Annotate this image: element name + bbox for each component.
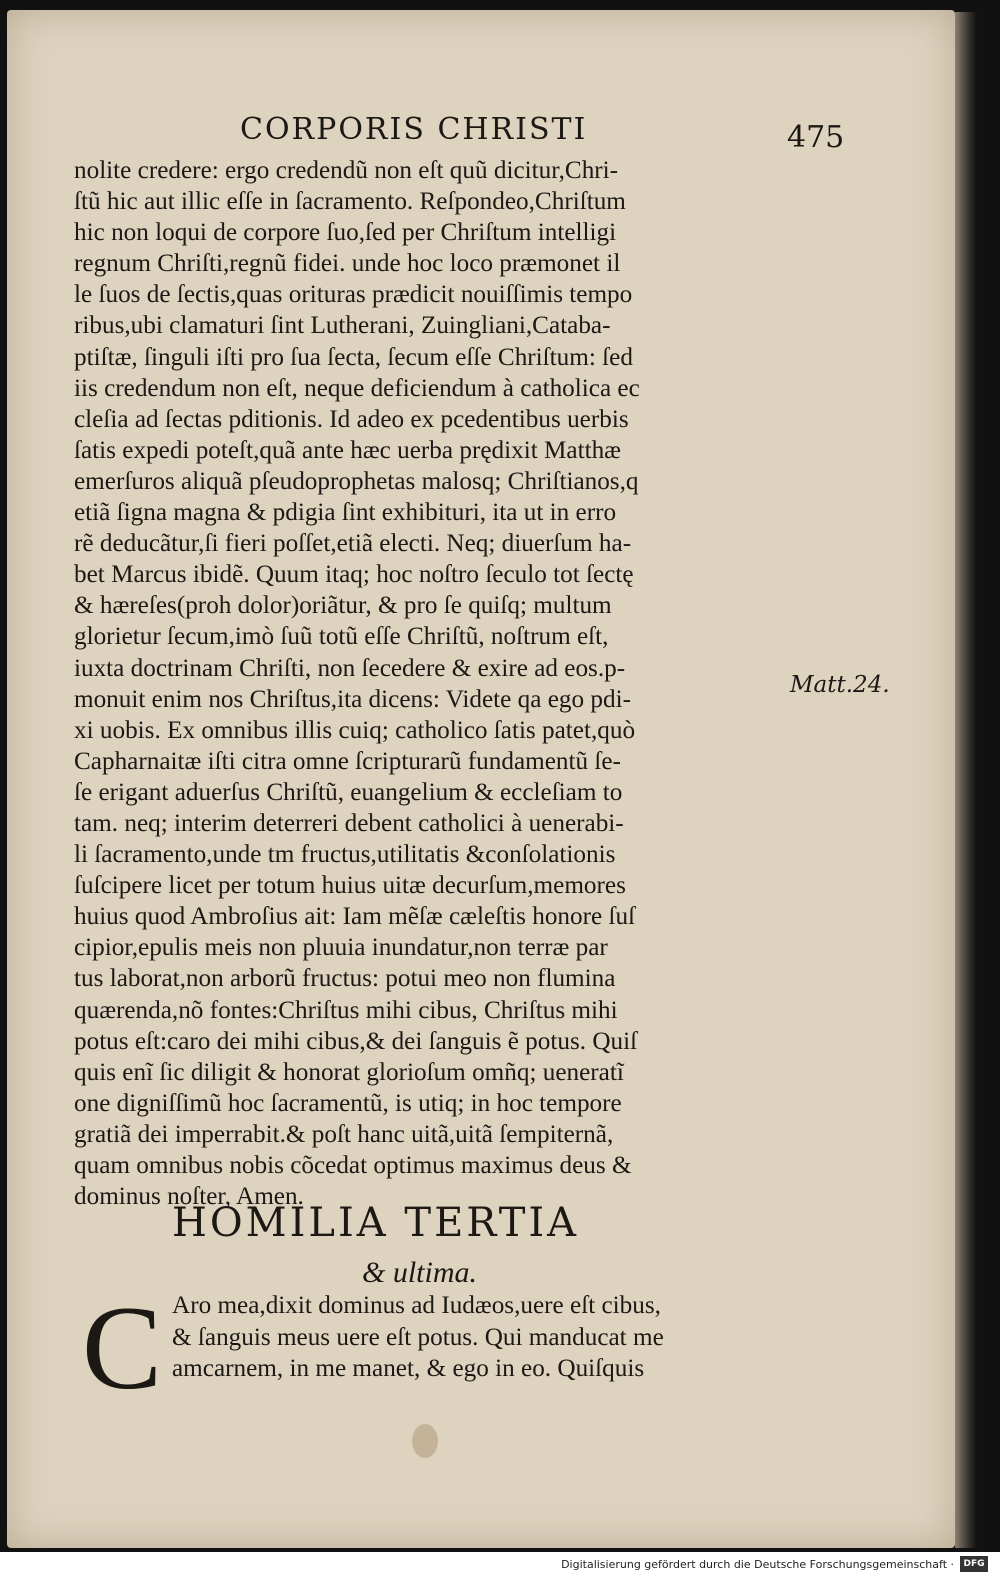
text-line: regnum Chriſti,regnũ fidei. unde hoc loco præmonet il: [74, 250, 621, 278]
running-head: CORPORIS CHRISTI: [240, 112, 588, 147]
text-line: etiã ſigna magna & pdigia ſint exhibituri, ita ut in erro: [74, 499, 617, 527]
text-line: potus eſt:caro dei mihi cibus,& dei ſanguis ẽ potus. Quiſ: [74, 1027, 638, 1055]
text-line: iis credendum non eſt, neque deficiendum à catholica ec: [74, 374, 640, 402]
text-line: ptiſtæ, ſinguli iſti pro ſua ſecta, ſecum eſſe Chriſtum: ſed: [74, 343, 633, 371]
text-line: cipior,epulis meis non pluuia inundatur,non terræ par: [74, 934, 608, 962]
text-line: huius quod Ambroſius ait: Iam mẽſæ cæleſtis honore ſuſ: [74, 903, 636, 931]
text-line: quis enĩ ſic diligit & honorat glorioſum omñq; ueneratĩ: [74, 1058, 624, 1086]
text-line: & ſanguis meus uere eſt potus. Qui manducat me: [172, 1323, 664, 1351]
page-number: 475: [787, 120, 845, 155]
text-line: ſuſcipere licet per totum huius uitæ decurſum,memores: [74, 872, 626, 900]
homily-subheading: & ultima.: [362, 1256, 478, 1289]
homily-heading: HOMILIA TERTIA: [172, 1200, 580, 1246]
text-line: bet Marcus ibidẽ. Quum itaq; hoc noſtro ſeculo tot ſectę: [74, 561, 634, 589]
text-line: ſtũ hic aut illic eſſe in ſacramento. Reſpondeo,Chriſtum: [74, 188, 626, 216]
text-line: hic non loqui de corpore ſuo,ſed per Chriſtum intelligi: [74, 219, 617, 247]
text-line: iuxta doctrinam Chriſti, non ſecedere & exire ad eos.p-: [74, 654, 626, 682]
text-line: amcarnem, in me manet, & ego in eo. Quiſquis: [172, 1355, 645, 1382]
funding-credit: Digitalisierung gefördert durch die Deutsche Forschungsgemeinschaft ·: [561, 1558, 954, 1571]
text-line: one digniſſimũ hoc ſacramentũ, is utiq; in hoc tempore: [74, 1089, 622, 1117]
text-line: emerſuros aliquã pſeudoprophetas malosq; Chriſtianos,q: [74, 467, 639, 495]
page-edge: [955, 12, 977, 1548]
text-line: Aro mea,dixit dominus ad Iudæos,uere eſt cibus,: [172, 1292, 661, 1319]
text-line: rẽ deducãtur,ſi fieri poſſet,etiã electi. Neq; diuerſum ha-: [74, 530, 632, 558]
text-line: nolite credere: ergo credendũ non eſt quũ dicitur,Chri-: [74, 157, 619, 184]
text-line: le ſuos de ſectis,quas orituras prædicit nouiſſimis tempo: [74, 281, 633, 309]
text-line: gratiã dei imperrabit.& poſt hanc uitã,uitã ſempiternã,: [74, 1120, 614, 1148]
text-line: & hæreſes(proh dolor)oriãtur, & pro ſe quiſq; multum: [74, 592, 612, 620]
text-line: cleſia ad ſectas pditionis. Id adeo ex pcedentibus uerbis: [74, 405, 629, 433]
dfg-logo: DFG: [960, 1556, 988, 1572]
margin-note: Matt.24.: [790, 672, 890, 698]
text-line: Capharnaitæ iſti citra omne ſcripturarũ fundamentũ ſe-: [74, 747, 621, 775]
text-line: ſe erigant aduerſus Chriſtũ, euangelium & eccleſiam to: [74, 778, 623, 806]
text-line: tus laborat,non arborũ fructus: potui meo non flumina: [74, 965, 616, 993]
text-line: monuit enim nos Chriſtus,ita dicens: Videte qa ego pdi-: [74, 685, 631, 713]
footer-bar: [0, 1552, 1000, 1579]
text-line: glorietur ſecum,imò ſuũ totũ eſſe Chriſtũ, noſtrum eſt,: [74, 623, 609, 651]
body-text: [74, 155, 794, 1212]
text-line: ribus,ubi clamaturi ſint Lutherani, Zuingliani,Cataba-: [74, 312, 611, 340]
text-line: dominus noſter, Amen.: [74, 1183, 304, 1211]
text-line: quærenda,nõ fontes:Chriſtus mihi cibus, Chriſtus mihi: [74, 996, 618, 1024]
homily-text: [172, 1290, 812, 1385]
text-line: xi uobis. Ex omnibus illis cuiq; catholico ſatis patet,quò: [74, 716, 636, 744]
text-line: li ſacramento,unde tm fructus,utilitatis &conſolationis: [74, 841, 616, 869]
text-line: tam. neq; interim deterreri debent catholici à uenerabi-: [74, 809, 624, 837]
text-line: quam omnibus nobis cõcedat optimus maximus deus &: [74, 1152, 632, 1179]
paper-stain: [412, 1424, 438, 1458]
text-line: ſatis expedi poteſt,quã ante hæc uerba prędixit Matthæ: [74, 436, 621, 464]
drop-cap: C: [82, 1281, 163, 1414]
